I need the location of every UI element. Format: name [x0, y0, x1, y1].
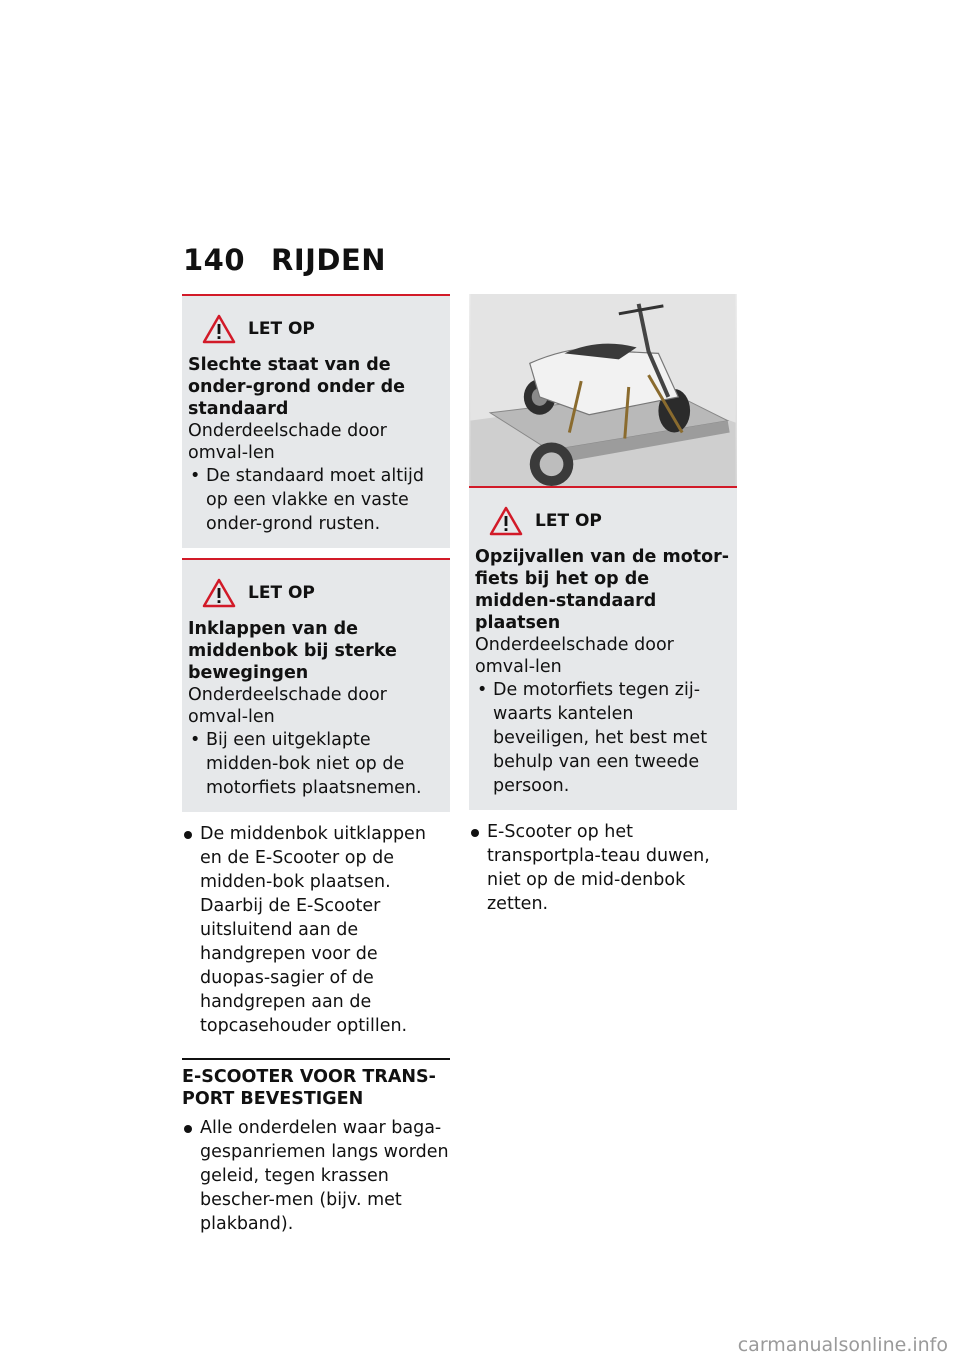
- right-column: [469, 294, 737, 916]
- instruction-middenbok: De middenbok uitklappen en de E-Scooter op de midden-bok plaatsen. Daarbij de E-Scooter uitsluitend aan de handgrepen voor de duopas-sagier of de handgrepen aan de topcasehouder optillen.: [182, 822, 450, 1038]
- section-title: E-SCOOTER VOOR TRANS-PORT BEVESTIGEN: [182, 1058, 450, 1110]
- warning-header: [202, 314, 444, 344]
- warning-box-standaard: [182, 294, 450, 548]
- warning-header: [202, 578, 444, 608]
- warning-triangle-icon: [202, 314, 236, 344]
- scooter-trailer-photo: [469, 294, 737, 488]
- watermark-text: carmanualsonline.info: [737, 1334, 948, 1356]
- warning-box-opzijvallen: [469, 488, 737, 810]
- warning-triangle-icon: [202, 578, 236, 608]
- warning-consequence: Onderdeelschade door omval-len: [475, 635, 674, 677]
- page-header: [183, 243, 386, 277]
- warning-instruction: • De motorfiets tegen zij-waarts kantelen beveiligen, het best met behulp van een tweede persoon.: [475, 678, 731, 798]
- page-number: 140: [183, 243, 246, 277]
- instruction-protect: Alle onderdelen waar baga-gespanriemen langs worden geleid, tegen krassen bescher-men (bijv. met plakband).: [182, 1116, 450, 1236]
- warning-label: LET OP: [535, 511, 602, 531]
- warning-instruction: • De standaard moet altijd op een vlakke en vaste onder-grond rusten.: [188, 464, 444, 536]
- warning-instruction: • Bij een uitgeklapte midden-bok niet op de motorfiets plaatsnemen.: [188, 728, 444, 800]
- warning-title: Inklappen van de middenbok bij sterke bewegingen: [188, 619, 397, 683]
- warning-title: Slechte staat van de onder-grond onder de standaard: [188, 355, 406, 419]
- warning-box-middenbok: [182, 558, 450, 812]
- warning-consequence: Onderdeelschade door omval-len: [188, 421, 387, 463]
- warning-title: Opzijvallen van de motor-fiets bij het op de midden-standaard plaatsen: [475, 547, 730, 633]
- warning-consequence: Onderdeelschade door omval-len: [188, 685, 387, 727]
- instruction-transport: E-Scooter op het transportpla-teau duwen, niet op de mid-denbok zetten.: [469, 820, 737, 916]
- chapter-title: RIJDEN: [271, 243, 387, 277]
- warning-label: LET OP: [248, 583, 315, 603]
- warning-label: LET OP: [248, 319, 315, 339]
- warning-triangle-icon: [489, 506, 523, 536]
- scooter-on-trailer-illustration: [469, 294, 737, 486]
- left-column: [182, 294, 450, 1236]
- warning-header: [489, 506, 731, 536]
